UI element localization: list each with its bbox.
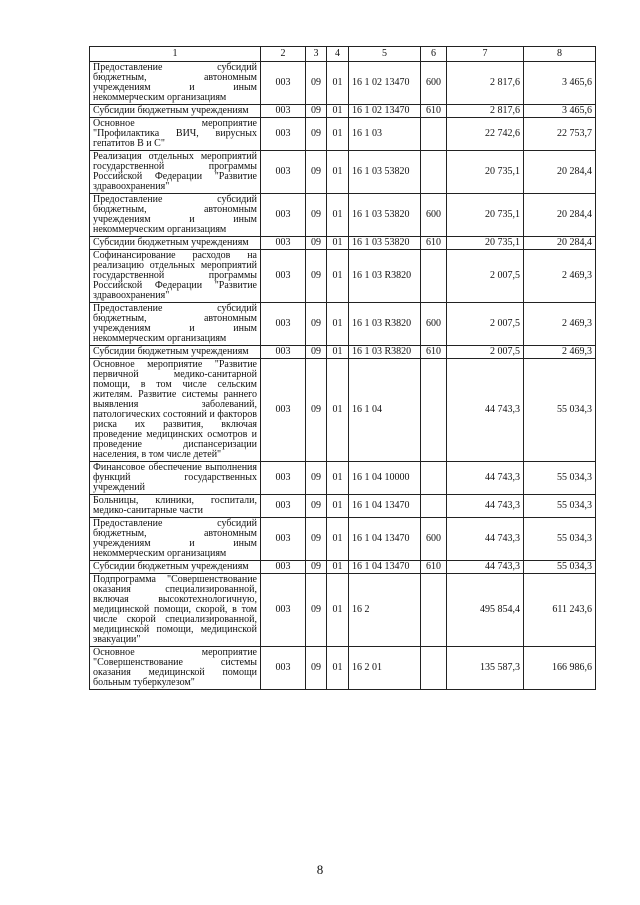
row-name: Субсидии бюджетным учреждениям [90,346,261,359]
row-amount-1: 44 743,3 [447,359,524,462]
row-section: 09 [306,359,327,462]
row-name: Реализация отдельных мероприятий государственной программы Российской Федерации "Развитие здравоохранения" [90,151,261,194]
row-name: Основное мероприятие "Развитие первичной медико-санитарной помощи, в том числе сельским жителям. Развитие системы раннего выявления заболеваний, патологических состояний и факторов риска их развития, включая проведение медицинских осмотров и проведение диспансеризации населения, в том числе детей" [90,359,261,462]
row-target-article: 16 1 04 10000 [349,462,421,495]
row-amount-2: 20 284,4 [524,237,596,250]
row-subsection: 01 [327,359,349,462]
row-subsection: 01 [327,462,349,495]
table-row [90,346,596,359]
row-target-article: 16 1 03 R3820 [349,250,421,303]
row-target-article: 16 1 03 [349,118,421,151]
row-amount-2: 55 034,3 [524,359,596,462]
row-grbs: 003 [261,462,306,495]
table-row [90,561,596,574]
row-subsection: 01 [327,647,349,690]
row-amount-2: 20 284,4 [524,151,596,194]
row-name: Больницы, клиники, госпитали, медико-санитарные части [90,495,261,518]
row-name: Подпрограмма "Совершенствование оказания специализированной, включая высокотехнологичную, медицинской помощи, скорой, в том числе скорой специализированной, медицинской помощи, медицинской эвакуации" [90,574,261,647]
row-amount-2: 2 469,3 [524,250,596,303]
row-target-article: 16 2 01 [349,647,421,690]
row-grbs: 003 [261,495,306,518]
column-header: 4 [327,47,349,62]
row-grbs: 003 [261,194,306,237]
row-amount-1: 44 743,3 [447,462,524,495]
row-target-article: 16 1 03 53820 [349,151,421,194]
row-section: 09 [306,574,327,647]
column-header: 2 [261,47,306,62]
row-grbs: 003 [261,105,306,118]
row-amount-1: 44 743,3 [447,518,524,561]
row-section: 09 [306,647,327,690]
table-row [90,462,596,495]
row-subsection: 01 [327,346,349,359]
row-subsection: 01 [327,518,349,561]
row-subsection: 01 [327,62,349,105]
row-amount-2: 166 986,6 [524,647,596,690]
row-expense-type: 610 [421,237,447,250]
row-subsection: 01 [327,105,349,118]
row-expense-type [421,359,447,462]
row-subsection: 01 [327,118,349,151]
row-grbs: 003 [261,62,306,105]
row-expense-type [421,118,447,151]
page-number: 8 [316,862,324,877]
row-subsection: 01 [327,250,349,303]
row-target-article: 16 1 04 13470 [349,561,421,574]
row-target-article: 16 1 04 13470 [349,518,421,561]
row-section: 09 [306,346,327,359]
row-target-article: 16 1 04 13470 [349,495,421,518]
table-row [90,194,596,237]
row-grbs: 003 [261,237,306,250]
row-section: 09 [306,118,327,151]
row-section: 09 [306,303,327,346]
row-target-article: 16 1 03 53820 [349,237,421,250]
row-amount-2: 55 034,3 [524,561,596,574]
row-subsection: 01 [327,303,349,346]
row-section: 09 [306,462,327,495]
row-expense-type [421,647,447,690]
row-expense-type [421,462,447,495]
column-header: 7 [447,47,524,62]
row-target-article: 16 1 02 13470 [349,62,421,105]
row-grbs: 003 [261,518,306,561]
column-header: 6 [421,47,447,62]
row-target-article: 16 1 02 13470 [349,105,421,118]
row-target-article: 16 1 03 53820 [349,194,421,237]
row-expense-type: 600 [421,303,447,346]
row-amount-1: 2 817,6 [447,105,524,118]
row-grbs: 003 [261,118,306,151]
row-section: 09 [306,250,327,303]
row-expense-type: 610 [421,346,447,359]
row-grbs: 003 [261,346,306,359]
row-expense-type [421,495,447,518]
row-name: Субсидии бюджетным учреждениям [90,561,261,574]
row-grbs: 003 [261,561,306,574]
row-name: Основное мероприятие "Профилактика ВИЧ, вирусных гепатитов В и С" [90,118,261,151]
row-amount-2: 20 284,4 [524,194,596,237]
budget-table [89,46,596,690]
row-amount-1: 2 007,5 [447,303,524,346]
table-row [90,518,596,561]
table-row [90,151,596,194]
row-section: 09 [306,495,327,518]
row-amount-1: 44 743,3 [447,561,524,574]
row-amount-2: 55 034,3 [524,495,596,518]
row-expense-type: 600 [421,194,447,237]
row-expense-type: 600 [421,518,447,561]
row-subsection: 01 [327,574,349,647]
row-grbs: 003 [261,359,306,462]
row-expense-type: 610 [421,561,447,574]
row-amount-1: 135 587,3 [447,647,524,690]
table-row [90,359,596,462]
row-name: Основное мероприятие "Совершенствование системы оказания медицинской помощи больным туберкулезом" [90,647,261,690]
row-grbs: 003 [261,151,306,194]
row-expense-type [421,574,447,647]
row-section: 09 [306,237,327,250]
row-expense-type: 600 [421,62,447,105]
row-grbs: 003 [261,574,306,647]
row-amount-1: 2 007,5 [447,250,524,303]
row-section: 09 [306,518,327,561]
table-header-row [90,47,596,62]
row-grbs: 003 [261,250,306,303]
row-amount-1: 20 735,1 [447,151,524,194]
column-header: 3 [306,47,327,62]
table-row [90,250,596,303]
row-amount-2: 2 469,3 [524,346,596,359]
table-row [90,237,596,250]
row-subsection: 01 [327,561,349,574]
row-amount-2: 55 034,3 [524,518,596,561]
row-section: 09 [306,62,327,105]
row-expense-type [421,250,447,303]
row-name: Финансовое обеспечение выполнения функций государственных учреждений [90,462,261,495]
table-row [90,647,596,690]
row-expense-type: 610 [421,105,447,118]
row-target-article: 16 2 [349,574,421,647]
row-expense-type [421,151,447,194]
row-section: 09 [306,151,327,194]
row-name: Предоставление субсидий бюджетным, автономным учреждениям и иным некоммерческим организациям [90,194,261,237]
table-row [90,118,596,151]
row-name: Предоставление субсидий бюджетным, автономным учреждениям и иным некоммерческим организациям [90,62,261,105]
row-subsection: 01 [327,194,349,237]
row-grbs: 003 [261,647,306,690]
row-amount-1: 20 735,1 [447,237,524,250]
row-grbs: 003 [261,303,306,346]
row-name: Софинансирование расходов на реализацию отдельных мероприятий государственной программы Российской Федерации "Развитие здравоохранения" [90,250,261,303]
row-amount-2: 611 243,6 [524,574,596,647]
column-header: 5 [349,47,421,62]
table-row [90,62,596,105]
row-amount-1: 2 817,6 [447,62,524,105]
row-name: Предоставление субсидий бюджетным, автономным учреждениям и иным некоммерческим организациям [90,303,261,346]
row-target-article: 16 1 03 R3820 [349,303,421,346]
row-amount-1: 44 743,3 [447,495,524,518]
column-header: 8 [524,47,596,62]
row-name: Субсидии бюджетным учреждениям [90,105,261,118]
table-row [90,495,596,518]
row-amount-1: 20 735,1 [447,194,524,237]
row-amount-1: 495 854,4 [447,574,524,647]
row-section: 09 [306,561,327,574]
row-amount-1: 22 742,6 [447,118,524,151]
row-subsection: 01 [327,151,349,194]
row-subsection: 01 [327,237,349,250]
row-section: 09 [306,194,327,237]
row-name: Предоставление субсидий бюджетным, автономным учреждениям и иным некоммерческим организациям [90,518,261,561]
column-header: 1 [90,47,261,62]
table-row [90,574,596,647]
table-row [90,303,596,346]
row-amount-1: 2 007,5 [447,346,524,359]
row-target-article: 16 1 04 [349,359,421,462]
row-target-article: 16 1 03 R3820 [349,346,421,359]
row-amount-2: 3 465,6 [524,105,596,118]
row-name: Субсидии бюджетным учреждениям [90,237,261,250]
row-amount-2: 3 465,6 [524,62,596,105]
row-amount-2: 22 753,7 [524,118,596,151]
row-section: 09 [306,105,327,118]
table-row [90,105,596,118]
row-amount-2: 55 034,3 [524,462,596,495]
row-subsection: 01 [327,495,349,518]
row-amount-2: 2 469,3 [524,303,596,346]
